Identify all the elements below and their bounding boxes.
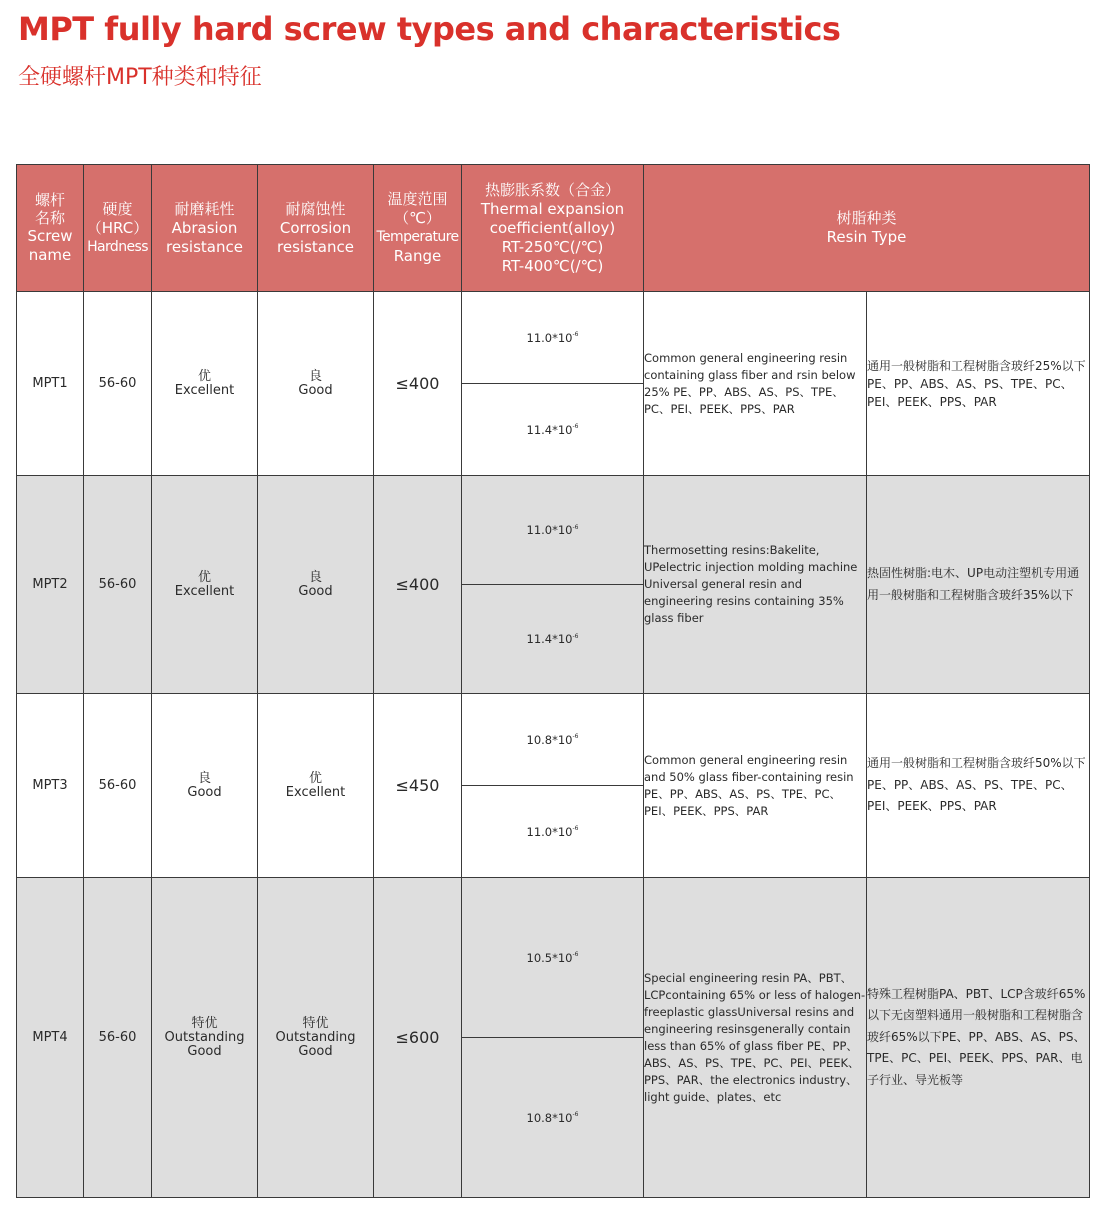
header-coef-en-1: Thermal expansion: [480, 199, 625, 218]
header-resin-type: [644, 165, 1090, 292]
page-subtitle-zh: 全硬螺杆MPT种类和特征: [18, 65, 262, 90]
coef-rt250: 11.0*10 $^{-6}$: [462, 476, 643, 585]
cell-thermal-expansion: [462, 694, 644, 878]
cell-corrosion: [258, 694, 374, 878]
cell-temperature: ≤400: [374, 476, 462, 694]
cell-temperature: ≤600: [374, 878, 462, 1198]
cell-abrasion: [152, 476, 258, 694]
cell-hardness: 56-60: [84, 878, 152, 1198]
cell-resin-en: Common general engineering resin and 50% glass fiber-containing resin PE、PP、ABS、AS、PS、TPE、PC、PEI、PEEK、PPS、PAR: [644, 694, 867, 878]
header-hardness-en: Hardness: [87, 238, 148, 255]
table-row: [17, 694, 1090, 878]
header-screw-name-en-1: Screw: [27, 227, 73, 245]
coef-rt400: 11.4*10 $^{-6}$: [526, 422, 579, 437]
cell-thermal-expansion: [462, 476, 644, 694]
cell-screw-name: MPT2: [17, 476, 84, 694]
corrosion-zh: 良: [308, 569, 322, 585]
header-abrasion-en-1: Abrasion: [171, 218, 238, 237]
header-temperature-unit: （℃）: [394, 209, 441, 227]
coef-rt400: 11.4*10 $^{-6}$: [526, 632, 579, 646]
header-temperature: [374, 165, 462, 292]
cell-corrosion: [258, 878, 374, 1198]
abrasion-en: Outstanding Good: [164, 1029, 245, 1059]
cell-screw-name: MPT3: [17, 694, 84, 878]
cell-abrasion: [152, 878, 258, 1198]
cell-thermal-expansion: [462, 878, 644, 1198]
header-coef-rt1: RT-250℃(/℃): [501, 237, 604, 256]
header-hardness: [84, 165, 152, 292]
header-coef-en-2: coefficient(alloy): [489, 218, 616, 237]
header-screw-name-zh: 螺杆名称: [34, 191, 65, 227]
header-resin-en: Resin Type: [826, 228, 907, 246]
abrasion-zh: 特优: [191, 1015, 218, 1031]
cell-abrasion: [152, 292, 258, 476]
header-temperature-en-2: Range: [393, 247, 442, 265]
abrasion-zh: 良: [197, 770, 211, 786]
coef-rt400: 11.0*10 $^{-6}$: [526, 824, 579, 839]
corrosion-en: Excellent: [285, 784, 346, 800]
cell-thermal-expansion: [462, 292, 644, 476]
cell-temperature: ≤400: [374, 292, 462, 476]
abrasion-zh: 优: [197, 368, 211, 384]
header-hardness-zh: 硬度: [102, 199, 133, 218]
coef-rt250: 10.8*10 $^{-6}$: [462, 694, 643, 786]
cell-resin-zh: 热固性树脂:电木、UP电动注塑机专用通用一般树脂和工程树脂含玻纤35%以下: [867, 476, 1090, 694]
header-abrasion-zh: 耐磨耗性: [174, 199, 235, 218]
screw-spec-table: [16, 164, 1090, 1198]
corrosion-zh: 良: [308, 368, 322, 384]
header-corrosion: [258, 165, 374, 292]
cell-hardness: 56-60: [84, 292, 152, 476]
page-title: MPT fully hard screw types and characteristics: [18, 10, 841, 48]
coef-rt400: 10.8*10 $^{-6}$: [526, 1110, 579, 1125]
header-screw-name-en-2: name: [28, 246, 72, 264]
cell-hardness: 56-60: [84, 694, 152, 878]
cell-corrosion: [258, 476, 374, 694]
table-row: [17, 292, 1090, 476]
header-coef-zh: 热膨胀系数（合金）: [484, 180, 620, 199]
header-coef-rt2: RT-400℃(/℃): [501, 256, 604, 275]
header-temperature-zh: 温度范围: [387, 190, 448, 208]
header-thermal-expansion: [462, 165, 644, 292]
corrosion-zh: 特优: [302, 1015, 329, 1031]
cell-corrosion: [258, 292, 374, 476]
corrosion-en: Good: [298, 583, 333, 599]
header-abrasion: [152, 165, 258, 292]
cell-abrasion: [152, 694, 258, 878]
cell-screw-name: MPT4: [17, 878, 84, 1198]
cell-temperature: ≤450: [374, 694, 462, 878]
table-header-row: [17, 165, 1090, 292]
corrosion-zh: 优: [308, 770, 322, 786]
corrosion-en: Good: [298, 382, 333, 398]
abrasion-zh: 优: [197, 569, 211, 585]
abrasion-en: Excellent: [174, 583, 235, 599]
abrasion-en: Good: [187, 784, 222, 800]
coef-rt250: 11.0*10 $^{-6}$: [462, 292, 643, 384]
coef-rt250: 10.5*10 $^{-6}$: [462, 878, 643, 1038]
table-row: [17, 476, 1090, 694]
table-row: [17, 878, 1090, 1198]
cell-resin-zh: 通用一般树脂和工程树脂含玻纤25%以下PE、PP、ABS、AS、PS、TPE、PC、PEI、PEEK、PPS、PAR: [867, 292, 1090, 476]
header-hardness-unit: （HRC）: [86, 218, 149, 237]
header-corrosion-en-1: Corrosion: [279, 218, 352, 237]
header-temperature-en-1: Temperature: [376, 229, 459, 245]
header-corrosion-zh: 耐腐蚀性: [285, 199, 346, 218]
cell-hardness: 56-60: [84, 476, 152, 694]
cell-resin-zh: 通用一般树脂和工程树脂含玻纤50%以下PE、PP、ABS、AS、PS、TPE、PC、PEI、PEEK、PPS、PAR: [867, 694, 1090, 878]
cell-resin-en: Special engineering resin PA、PBT、LCPcontaining 65% or less of halogen-freeplastic glassUniversal resins and engineering resinsgenerally contain less than 65% of glass fiber PE、PP、ABS、AS、PS、TPE、PC、PEI、PEEK、PPS、PAR、the electronics industry、light guide、plates、etc: [644, 878, 867, 1198]
header-corrosion-en-2: resistance: [277, 237, 354, 256]
header-screw-name: [17, 165, 84, 292]
cell-resin-zh: 特殊工程树脂PA、PBT、LCP含玻纤65%以下无卤塑料通用一般树脂和工程树脂含玻纤65%以下PE、PP、ABS、AS、PS、TPE、PC、PEI、PEEK、PPS、PAR、电子行业、导光板等: [867, 878, 1090, 1198]
cell-resin-en: Thermosetting resins:Bakelite, UPelectric injection molding machine Universal general resin and engineering resins containing 35% glass fiber: [644, 476, 867, 694]
corrosion-en: Outstanding Good: [275, 1029, 356, 1059]
header-resin-zh: 树脂种类: [836, 209, 897, 227]
cell-screw-name: MPT1: [17, 292, 84, 476]
abrasion-en: Excellent: [174, 382, 235, 398]
cell-resin-en: Common general engineering resin containing glass fiber and rsin below 25% PE、PP、ABS、AS、PS、TPE、PC、PEI、PEEK、PPS、PAR: [644, 292, 867, 476]
header-abrasion-en-2: resistance: [166, 237, 243, 256]
